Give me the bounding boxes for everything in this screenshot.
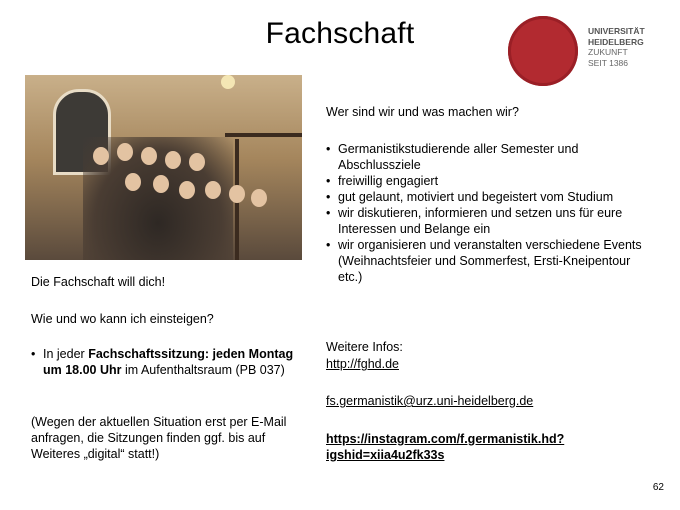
person-head	[93, 147, 109, 165]
lamp-shape	[221, 75, 235, 89]
university-logo	[508, 16, 658, 86]
logo-line-4: SEIT 1386	[588, 57, 629, 68]
group-photo	[25, 75, 302, 260]
person-head	[229, 185, 245, 203]
website-link[interactable]: http://fghd.de	[326, 357, 399, 371]
person-head	[141, 147, 157, 165]
person-head	[165, 151, 181, 169]
meeting-time: jeden Montag um 18.00 Uhr	[43, 347, 294, 377]
right-heading: Wer sind wir und was machen wir?	[326, 105, 519, 119]
meeting-list	[31, 346, 301, 378]
logo-line-2: HEIDELBERG	[588, 36, 644, 47]
logo-wordmark	[588, 26, 660, 68]
logo-line-3: ZUKUNFT	[588, 47, 628, 57]
page-number: 62	[652, 482, 664, 493]
about-item: • Germanistikstudierende aller Semester und Abschlussziele	[326, 141, 651, 173]
about-list	[326, 141, 651, 285]
page-title: Fachschaft	[265, 17, 415, 50]
email-link[interactable]: fs.germanistik@urz.uni-heidelberg.de	[326, 394, 534, 408]
about-item: • gut gelaunt, motiviert und begeistert vom Studium	[326, 189, 651, 205]
person-head	[125, 173, 141, 191]
meeting-name: Fachschaftssitzung:	[88, 347, 210, 361]
person-head	[117, 143, 133, 161]
will-dich-text: Die Fachschaft will dich!	[31, 275, 166, 289]
einsteigen-question: Wie und wo kann ich einsteigen?	[31, 312, 214, 326]
infos-label: Weitere Infos:	[326, 340, 403, 354]
instagram-link[interactable]: https://instagram.com/f.germanistik.hd?igshid=xiia4u2fk33s	[326, 432, 565, 462]
about-item: • wir diskutieren, informieren und setzen uns für eure Interessen und Belange ein	[326, 205, 651, 237]
person-head	[205, 181, 221, 199]
meeting-prefix: In jeder	[43, 347, 85, 361]
meeting-place: im Aufenthaltsraum (PB 037)	[125, 363, 285, 377]
logo-line-1: UNIVERSITÄT	[588, 26, 645, 36]
person-head	[179, 181, 195, 199]
person-head	[153, 175, 169, 193]
stair-rail-shape	[225, 133, 302, 137]
university-seal-icon	[508, 16, 578, 86]
meeting-item	[31, 346, 301, 378]
person-head	[251, 189, 267, 207]
about-item: • wir organisieren und veranstalten verschiedene Events (Weihnachtsfeier und Sommerfest, Ersti-Kneipentour etc.)	[326, 237, 651, 285]
about-item: • freiwillig engagiert	[326, 173, 651, 189]
situation-note: (Wegen der aktuellen Situation erst per E-Mail anfragen, die Sitzungen finden ggf. bis auf Weiteres „digital“ statt!)	[31, 415, 287, 461]
person-head	[189, 153, 205, 171]
